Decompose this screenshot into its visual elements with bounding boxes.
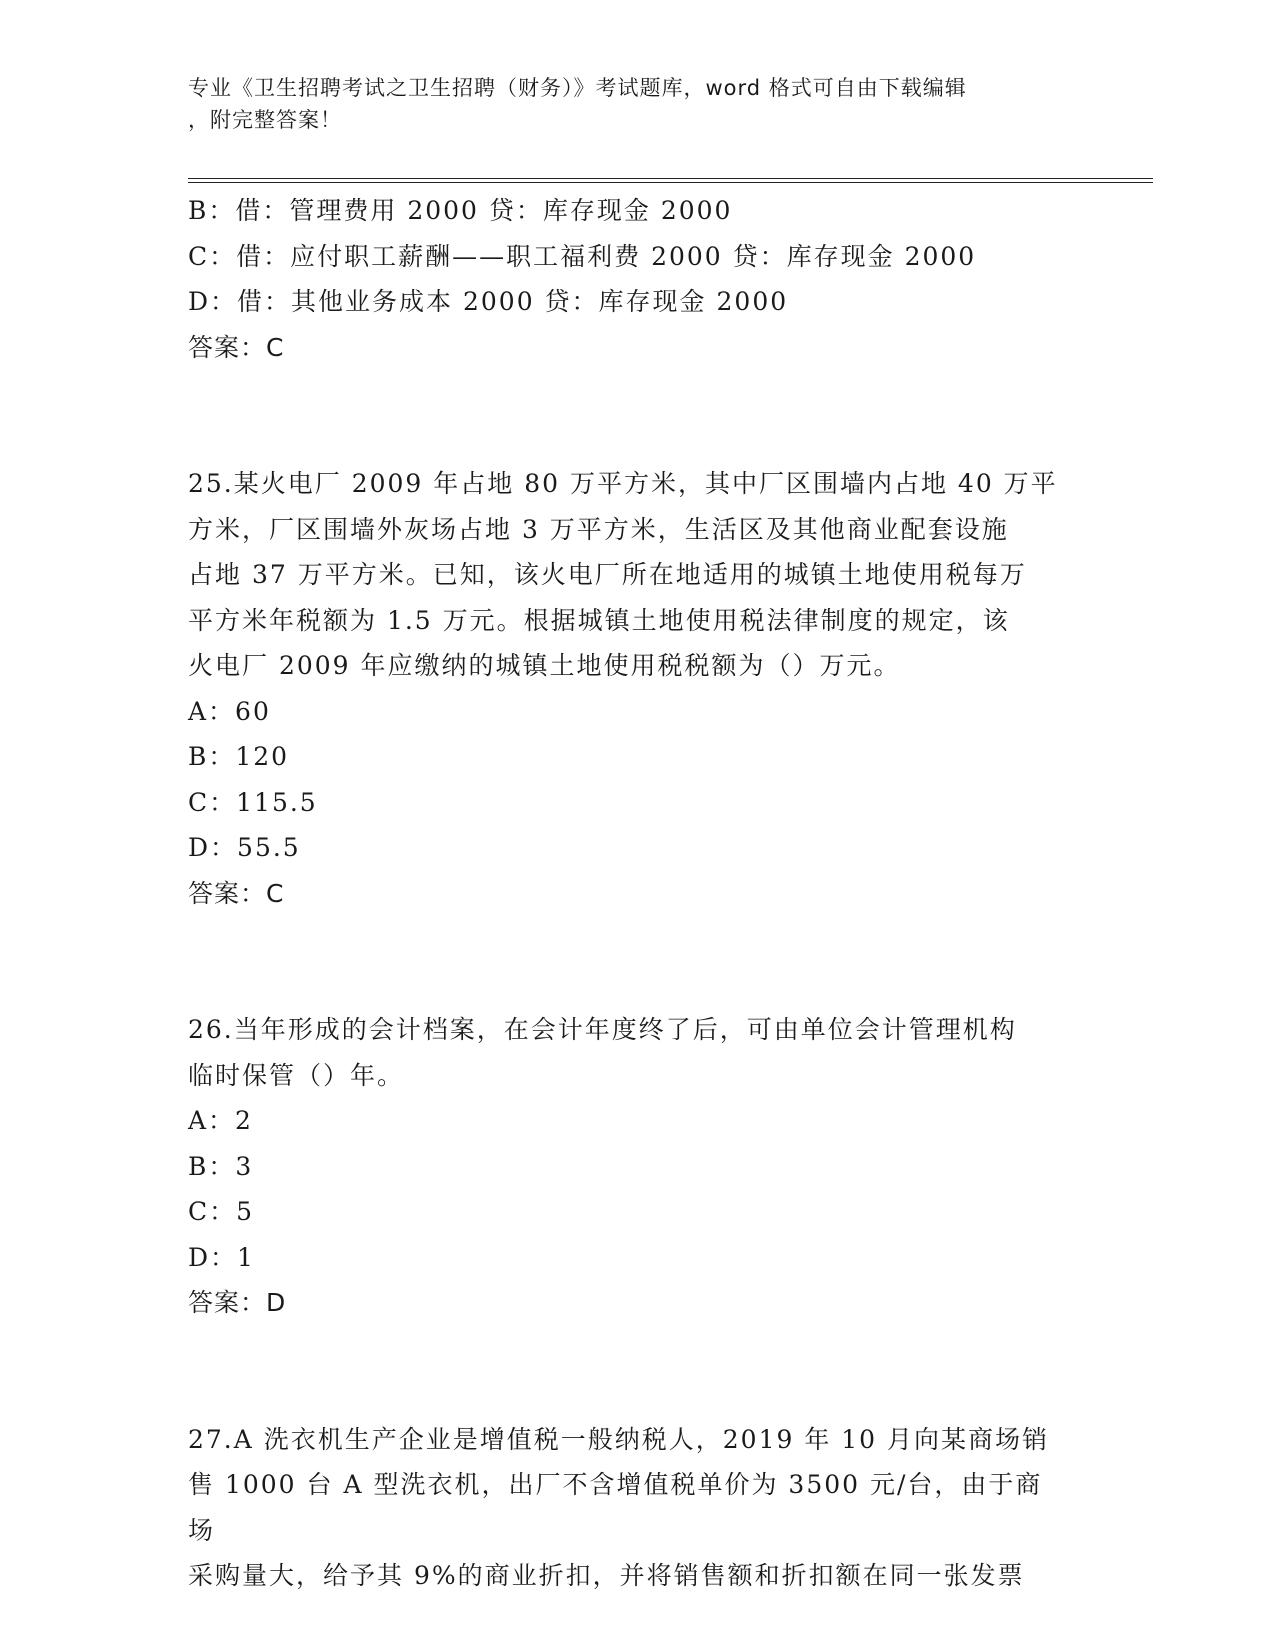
option-d: D：1 bbox=[188, 1242, 255, 1272]
question-line: 临时保管（）年。 bbox=[188, 1060, 405, 1090]
question-27-text bbox=[188, 1417, 1068, 1599]
answer: 答案：C bbox=[188, 332, 285, 362]
option-c: C：5 bbox=[188, 1197, 255, 1226]
question-25-text bbox=[188, 461, 1068, 689]
spacer bbox=[188, 370, 1088, 461]
option-a: A：2 bbox=[188, 1106, 253, 1135]
question-26-block bbox=[188, 1007, 1088, 1326]
question-25-block bbox=[188, 461, 1088, 916]
question-line: 平方米年税额为 1.5 万元。根据城镇土地使用税法律制度的规定，该 bbox=[188, 605, 1010, 635]
option-c: C：借：应付职工薪酬——职工福利费 2000 贷：库存现金 2000 bbox=[188, 241, 977, 271]
option-b: B：120 bbox=[188, 742, 290, 771]
option-b: B：借：管理费用 2000 贷：库存现金 2000 bbox=[188, 196, 733, 225]
spacer bbox=[188, 1326, 1088, 1417]
header-line-1: 专业《卫生招聘考试之卫生招聘（财务）》考试题库，word 格式可自由下载编辑 bbox=[188, 76, 967, 100]
question-line: 火电厂 2009 年应缴纳的城镇土地使用税税额为（）万元。 bbox=[188, 651, 901, 680]
answer: 答案：C bbox=[188, 878, 285, 908]
question-line: 27.A 洗衣机生产企业是增值税一般纳税人，2019 年 10 月向某商场销 bbox=[188, 1424, 1050, 1454]
question-line: 采购量大，给予其 9%的商业折扣，并将销售额和折扣额在同一张发票 bbox=[188, 1561, 1025, 1590]
question-line: 26.当年形成的会计档案，在会计年度终了后，可由单位会计管理机构 bbox=[188, 1015, 1017, 1044]
question-26-text bbox=[188, 1007, 1068, 1098]
document-header bbox=[188, 72, 1068, 136]
option-a: A：60 bbox=[188, 696, 271, 726]
header-divider bbox=[188, 178, 1153, 183]
option-d: D：55.5 bbox=[188, 833, 301, 862]
spacer bbox=[188, 916, 1088, 1007]
question-27-block bbox=[188, 1417, 1088, 1599]
question-line: 25.某火电厂 2009 年占地 80 万平方米，其中厂区围墙内占地 40 万平 bbox=[188, 469, 1058, 498]
question-24-block bbox=[188, 188, 1088, 370]
answer: 答案：D bbox=[188, 1288, 287, 1317]
question-line: 占地 37 万平方米。已知，该火电厂所在地适用的城镇土地使用税每万 bbox=[188, 560, 1027, 589]
option-c: C：115.5 bbox=[188, 787, 318, 817]
header-line-2: ，附完整答案！ bbox=[188, 108, 342, 132]
option-d: D：借：其他业务成本 2000 贷：库存现金 2000 bbox=[188, 287, 789, 316]
option-b: B：3 bbox=[188, 1151, 254, 1181]
document-body bbox=[188, 188, 1088, 1599]
question-line: 方米，厂区围墙外灰场占地 3 万平方米，生活区及其他商业配套设施 bbox=[188, 514, 1009, 544]
question-line: 售 1000 台 A 型洗衣机，出厂不含增值税单价为 3500 元/台，由于商场 bbox=[188, 1470, 1043, 1545]
